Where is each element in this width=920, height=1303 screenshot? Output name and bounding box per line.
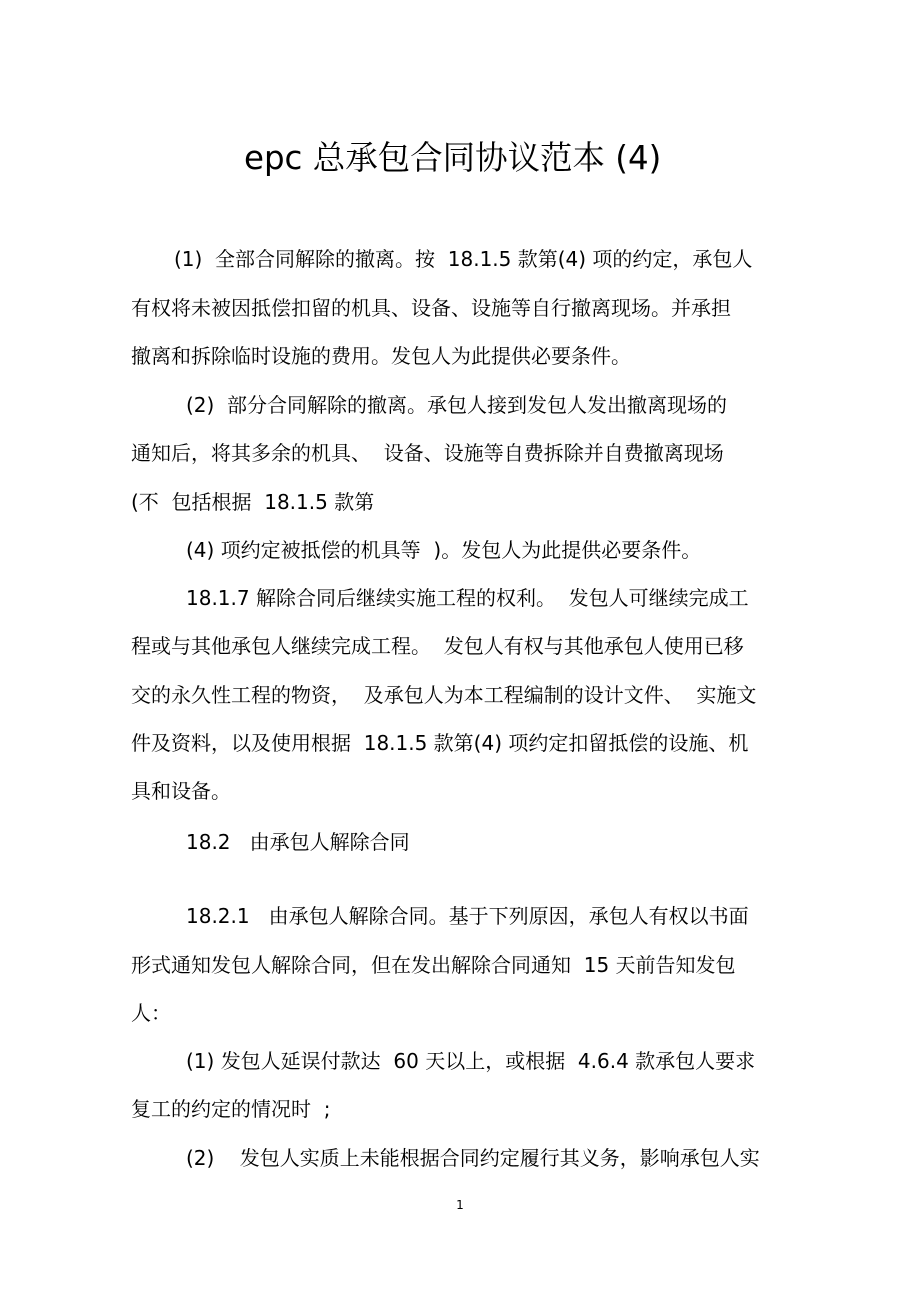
- paragraph-line: 通知后，将其多余的机具、 设备、设施等自费拆除并自费撤离现场: [131, 441, 724, 465]
- document-title: epc 总承包合同协议范本 (4): [243, 138, 662, 177]
- paragraph-line: (不 包括根据 18.1.5 款第: [131, 490, 375, 514]
- paragraph-line: 具和设备。: [131, 779, 231, 803]
- paragraph-line: (4) 项约定被抵偿的机具等 )。发包人为此提供必要条件。: [186, 538, 702, 562]
- section-heading: 18.2 由承包人解除合同: [186, 830, 410, 854]
- paragraph-line: 18.1.7 解除合同后继续实施工程的权利。 发包人可继续完成工: [186, 586, 749, 610]
- paragraph-line: 复工的约定的情况时 ;: [131, 1097, 331, 1121]
- paragraph-line: 交的永久性工程的物资， 及承包人为本工程编制的设计文件、 实施文: [131, 683, 757, 707]
- paragraph-line: 撤离和拆除临时设施的费用。发包人为此提供必要条件。: [131, 344, 631, 368]
- paragraph-line: 件及资料，以及使用根据 18.1.5 款第(4) 项约定扣留抵偿的设施、机: [131, 731, 749, 755]
- paragraph-line: (1) 发包人延误付款达 60 天以上，或根据 4.6.4 款承包人要求: [186, 1049, 756, 1073]
- paragraph-line: 有权将未被因抵偿扣留的机具、设备、设施等自行撤离现场。并承担: [131, 296, 731, 320]
- paragraph-line: (2) 部分合同解除的撤离。承包人接到发包人发出撤离现场的: [186, 393, 728, 417]
- paragraph-line: 18.2.1 由承包人解除合同。基于下列原因，承包人有权以书面: [186, 904, 749, 928]
- paragraph-line: 形式通知发包人解除合同，但在发出解除合同通知 15 天前告知发包: [131, 953, 736, 977]
- paragraph-line: 人：: [131, 1001, 171, 1025]
- page-number: 1: [456, 1198, 464, 1212]
- paragraph-line: (1) 全部合同解除的撤离。按 18.1.5 款第(4) 项的约定，承包人: [174, 247, 753, 271]
- paragraph-line: 程或与其他承包人继续完成工程。 发包人有权与其他承包人使用已移: [131, 634, 744, 658]
- paragraph-line: (2) 发包人实质上未能根据合同约定履行其义务，影响承包人实: [186, 1146, 760, 1170]
